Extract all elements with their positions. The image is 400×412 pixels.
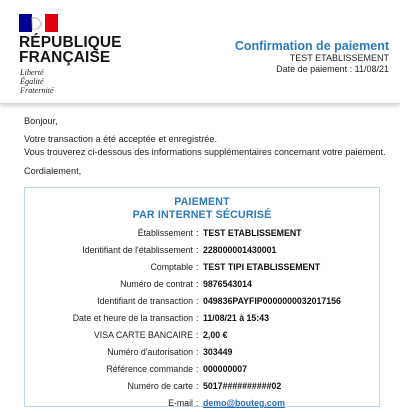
detail-row-numero-carte: Numéro de carte : 5017##########02 — [127, 381, 282, 391]
email-link[interactable]: demo@bouteg.com — [203, 398, 285, 408]
detail-label: Numéro d'autorisation — [107, 347, 193, 357]
message-line-1: Votre transaction a été acceptée et enregistrée. — [24, 134, 218, 144]
motto-egalite: Égalité — [20, 77, 44, 86]
detail-row-reference-commande: Référence commande : 000000007 — [106, 364, 248, 374]
detail-value: 2,00 € — [203, 330, 228, 340]
confirmation-title: Confirmation de paiement — [234, 39, 389, 53]
detail-value: TEST ETABLISSEMENT — [203, 228, 302, 238]
motto-fraternite: Fraternité — [20, 86, 54, 95]
detail-label: Établissement — [137, 228, 193, 238]
detail-label: Numéro de contrat — [120, 279, 193, 289]
detail-value: 9876543014 — [203, 279, 252, 289]
detail-value: 228000001430001 — [203, 245, 277, 255]
detail-label: Référence commande — [106, 364, 193, 374]
payment-title-line-1: PAIEMENT — [174, 196, 230, 208]
francaise-text: FRANÇAISE — [19, 49, 111, 66]
detail-value: 049836PAYFIP0000000032017156 — [203, 296, 341, 306]
detail-label: E-mail — [168, 398, 193, 408]
page-header — [0, 0, 400, 104]
detail-row-montant: VISA CARTE BANCAIRE : 2,00 € — [93, 330, 228, 340]
detail-row-identifiant-transaction: Identifiant de transaction : 049836PAYFIP0000000032017156 — [97, 296, 341, 306]
detail-value: 11/08/21 à 15:43 — [203, 313, 270, 323]
closing-text: Cordialement, — [24, 166, 82, 176]
detail-row-date-heure: Date et heure de la transaction : 11/08/21 à 15:43 — [72, 313, 270, 323]
payment-details-box — [24, 187, 380, 407]
detail-row-comptable: Comptable : TEST TIPI ETABLISSEMENT — [150, 262, 321, 272]
greeting-text: Bonjour, — [24, 116, 58, 126]
payment-title-line-2: PAR INTERNET SÉCURISÉ — [132, 209, 272, 221]
detail-label: Identifiant de transaction — [97, 296, 193, 306]
detail-row-etablissement: Établissement : TEST ETABLISSEMENT — [137, 228, 302, 238]
detail-label: Comptable — [150, 262, 193, 272]
establishment-name: TEST ETABLISSEMENT — [289, 53, 389, 63]
detail-value: 000000007 — [203, 364, 248, 374]
detail-row-numero-autorisation: Numéro d'autorisation : 303449 — [107, 347, 233, 357]
detail-label: Date et heure de la transaction — [72, 313, 193, 323]
detail-row-email: E-mail : demo@bouteg.com — [168, 398, 285, 408]
detail-row-numero-contrat: Numéro de contrat : 9876543014 — [120, 279, 252, 289]
detail-row-identifiant-etablissement: Identifiant de l'établissement : 228000001430001 — [82, 245, 277, 255]
detail-label: Identifiant de l'établissement — [82, 245, 193, 255]
motto-liberte: Liberté — [20, 68, 44, 77]
republique-text: RÉPUBLIQUE — [19, 34, 122, 51]
marianne-logo — [19, 14, 58, 32]
detail-value: TEST TIPI ETABLISSEMENT — [203, 262, 321, 272]
detail-value: 5017##########02 — [203, 381, 282, 391]
detail-label: Numéro de carte — [127, 381, 193, 391]
detail-label: VISA CARTE BANCAIRE — [93, 330, 193, 340]
detail-value: 303449 — [203, 347, 233, 357]
payment-date: Date de paiement : 11/08/21 — [276, 64, 389, 74]
message-line-2: Vous trouverez ci-dessous des informations supplémentaires concernant votre paiement. — [24, 147, 386, 157]
